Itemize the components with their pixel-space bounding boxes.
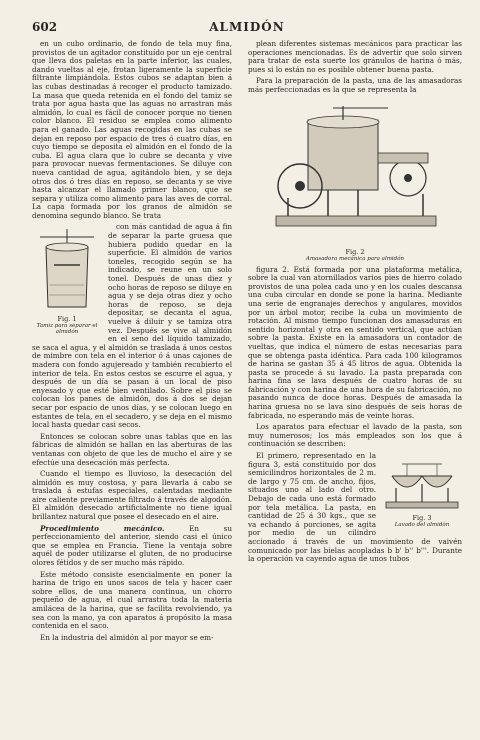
- paragraph: figura 2. Está formada por una plataforma metálica, sobre la cual van atornillados varios pies de hierro colado provistos de una polea cada uno y en los cuales descansa una cuba circular en donde se pone la harina. Mediante una serie de engranajes derechos y angulares, movidos por un árbol motor, recibe la cuba un movimiento de rotación. Al mismo tiempo funcionan dos amasaduras en sentido horizontal y otra en sentido vertical, que actúan sobre la pasta. Existe en la amasadora un contador de vueltas, que indica el número de estas necesarias para que se obtenga pasta idéntica. Para cada 100 kilogramos de harina se gastan 35 á 45 litros de agua. Obtenida la pasta se procede á su lavado. La pasta preparada con harina fina se lava después de cuatro horas de su fabricación y con harina de una hora de su fabricación, no pasando nunca de doce horas. Después de amasada la harina gruesa no se lava sino después de seis horas de fabricada, no esperando más de veinte horas.: [248, 264, 462, 420]
- figure-2-caption: Amasadora mecánica para almidón: [305, 255, 405, 262]
- figure-3-illustration: [382, 454, 462, 514]
- paragraph: Entonces se colocan sobre unas tablas que en las fábricas de almidón se hallan en las aberturas de las ventanas con objeto de que les de mucho el aire y se efectúe una desecación más perfecta.: [32, 431, 232, 467]
- page-header: [32, 20, 462, 38]
- left-column: [32, 40, 232, 730]
- figure-3-label: Fig. 3: [412, 514, 432, 523]
- running-head: ALMIDÓN: [209, 20, 285, 34]
- paragraph: Los aparatos para efectuar el lavado de la pasta, son muy numerosos; los más empleados son los que á continuación se describen:: [248, 422, 462, 449]
- figure-1: [32, 225, 102, 335]
- paragraph: con más cantidad de agua á fin de separar la parte gruesa que hubiera podido quedar en la superficie. El almidón de varios toneles, recogido según se ha indicado, se reune en un solo tonel. Después de unas diez y ocho horas de reposo se diluye en agua y se deja otras diez y ocho horas de reposo, se deja depositar, se decanta el agua, vuelve á diluir y se tamiza otra vez. Después se vive al almidón en el seno del líquido tamizado, se saca el agua, y el almidón se traslada á unos cestos de mimbre con tela en el interior ó á unas cajones de madera con fondo agujereado y también recubierto el interior de tela. En estos cestos se escurre el agua, y después de un día se pasan á un local de piso enyesado y que esté bien ventilado. Sobre el piso se colocan los panes de almidón, dos á dos se dejan secar por espacio de unos días, y se colocan luego en estantes de tela, en el secadero, y se deja en el mismo local hasta quedar casi secos.: [32, 222, 232, 430]
- section-title: Procedimiento mecánico.: [40, 523, 165, 533]
- figure-2-label: Fig. 2: [345, 247, 365, 256]
- figure-3: [382, 454, 462, 528]
- paragraph: en un cubo ordinario, de fondo de tela muy fina, provistos de un agitador constituído por un eje central que lleva dos paletas en la parte inferior, las cuales, dando vueltas al eje, frotan ligeramente la superficie filtrante limpiándola. Estos cubos se adaptan bien á las cubas destinadas á recoger el producto tamizado. La masa que queda retenida en el fondo del tamiz se trata por agua hasta que las aguas no arrastran más almidón, lo cual es fácil de conocer porque no tienen color blanco. El residuo se emplea como alimento para el ganado. Las aguas recogidas en las cubas se dejan en reposo por espacio de tres ó cuatro días, en cuyo tiempo se deposita el almidón en el fondo de la cuba. El agua clara que lo cubre se decanta y vive para provocar nuevas fermentaciones. Se diluye con nueva cantidad de agua, agitándolo bien, y se deja otros dos ó tres días en reposo, se decanta y se vive hasta alcanzar el llamado primer blanco, que se separa y utiliza como alimento para las aves de corral. La capa formada por los granos de almidón se denomina segundo blanco. Se trata: [32, 40, 232, 220]
- paragraph: En la industria del almidón al por mayor se em-: [40, 632, 214, 642]
- section-text: En su perfeccionamiento del anterior, siendo casi el único que se emplea en Francia. Tiene la ventaja sobre aquél de poder utilizarse el gluten, de no producirse olores fétidos y de ser mucho más rápido.: [32, 523, 232, 568]
- paragraph: Este método consiste esencialmente en poner la harina de trigo en unos sacos de tela y hacer caer sobre ellos, de una manera continua, un chorro pequeño de agua, el cual arrastra toda la materia amilácea de la harina, que se facilita revolviendo, ya sea con la mano, ya con aparatos á propósito la masa contenida en el saco.: [32, 569, 232, 631]
- figure-2: [248, 98, 462, 262]
- paragraph: Para la preparación de la pasta, una de las amasadoras más perfeccionadas es la que se representa la: [248, 76, 462, 94]
- paragraph: Cuando el tiempo es lluvioso, la desecación del almidón es muy costosa, y para llevarla á cabo se traslada á estufas especiales, calentadas mediante aire caliente previamente filtrado á través de algodón. El almidón desecado artificialmente no tiene igual brillantez natural que posee el desecado en el aire.: [32, 469, 232, 522]
- paragraph: El primero, representado en la figura 3, está constituido por dos semicilindros horizontales de 2 m. de largo y 75 cm. de ancho, fijos, situados uno al lado del otro. Debajo de cada uno está formado por tela metálica. La pasta, en cantidad de 25 á 30 kgs., que se va echando á porciones, se agita por medio de un cilindro accionado á través de un movimiento de vaivén comunicado por las bielas acopladas b b' b'' b'''. Durante la operación va cayendo agua de unos tubos: [248, 451, 462, 564]
- figure-3-caption: Lavado del almidón: [394, 522, 450, 529]
- figure-1-caption: Tamiz para separar el almidón: [36, 323, 98, 336]
- figure-2-illustration: [248, 98, 462, 248]
- page-number: 602: [32, 20, 58, 34]
- figure-1-label: Fig. 1: [57, 315, 77, 324]
- section-paragraph: [32, 525, 232, 568]
- figure-1-illustration: [32, 225, 102, 315]
- right-column: [248, 40, 462, 730]
- paragraph: plean diferentes sistemas mecánicos para practicar las operaciones mencionadas. Es de advertir que solo sirven para tratar de esta suerte los gránulos de harina ó más, pues si lo están no es posible obtener buena pasta.: [248, 40, 462, 74]
